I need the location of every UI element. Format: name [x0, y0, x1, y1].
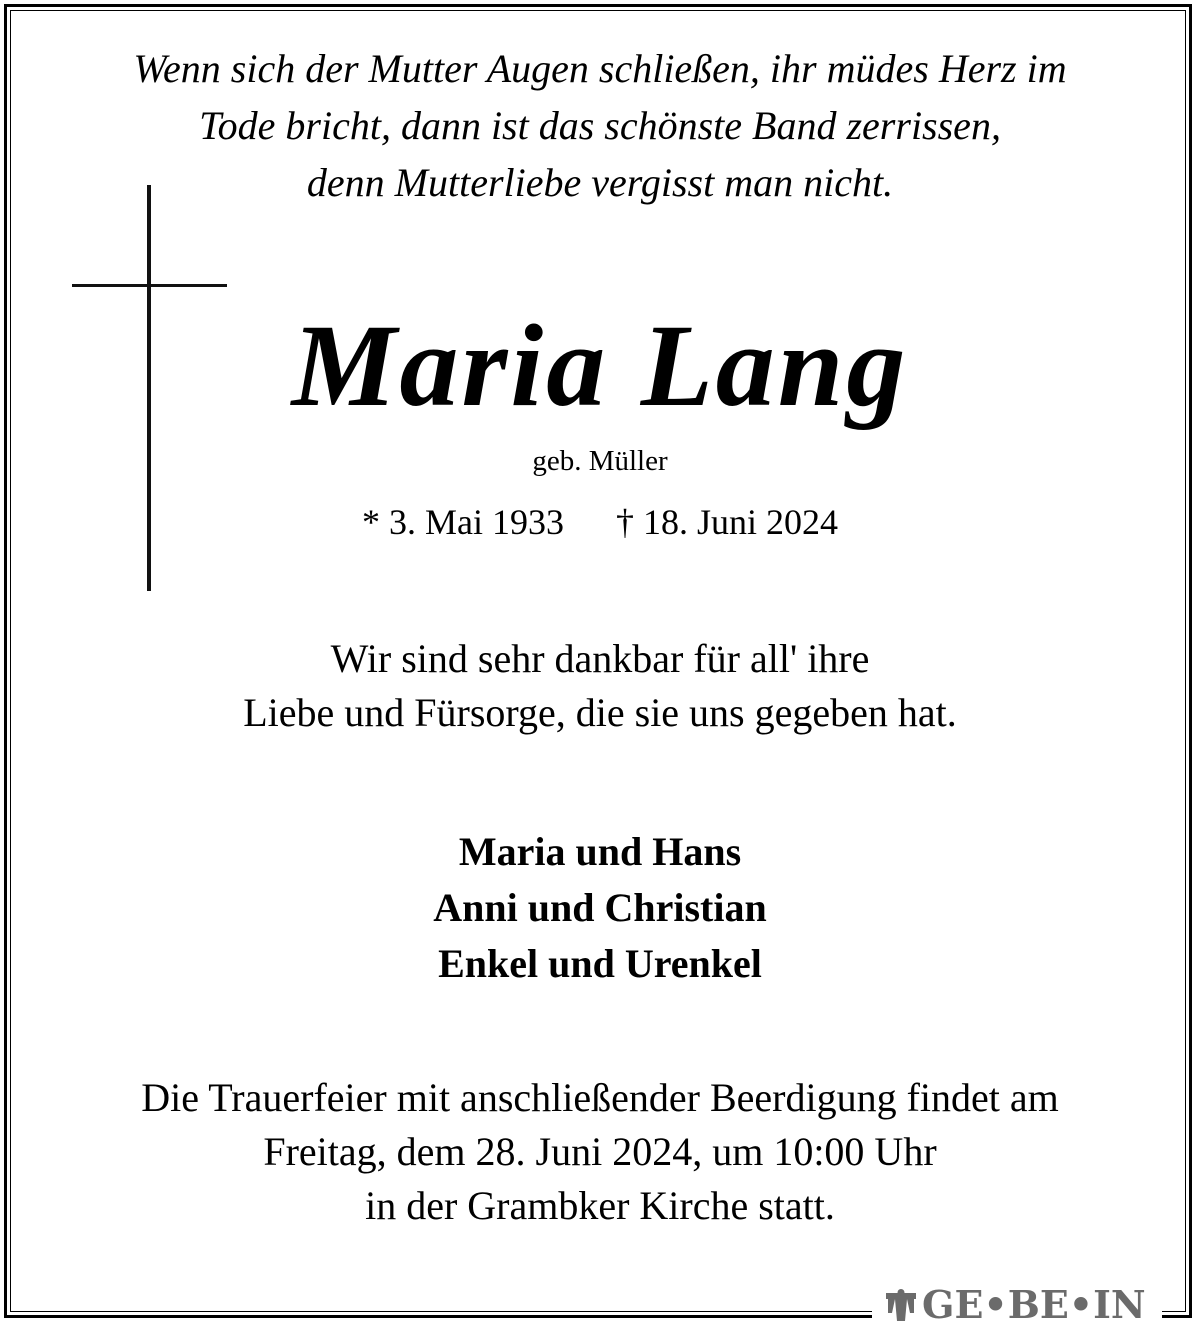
death-date: † 18. Juni 2024: [615, 502, 838, 542]
family-signatures: [0, 824, 1200, 992]
poem-line: denn Mutterliebe vergisst man nicht.: [306, 160, 894, 205]
figure-logo-icon: [886, 1289, 916, 1321]
cross-horizontal-bar: [72, 284, 227, 287]
publisher-logo: [886, 1284, 1146, 1325]
thanks-line: Wir sind sehr dankbar für all' ihre: [330, 636, 870, 681]
maiden-name: geb. Müller: [532, 445, 668, 477]
funeral-line: in der Grambker Kirche statt.: [365, 1183, 835, 1228]
deceased-name: Maria Lang: [291, 300, 909, 431]
funeral-line: Die Trauerfeier mit anschließender Beerdigung findet am: [141, 1075, 1059, 1120]
poem-verse: [0, 40, 1200, 211]
thanks-text: [0, 632, 1200, 740]
poem-line: Tode bricht, dann ist das schönste Band zerrissen,: [199, 103, 1001, 148]
family-line: Anni und Christian: [433, 885, 767, 930]
poem-line: Wenn sich der Mutter Augen schließen, ihr müdes Herz im: [133, 46, 1067, 91]
family-line: Enkel und Urenkel: [438, 941, 762, 986]
family-line: Maria und Hans: [458, 829, 742, 874]
life-dates: [0, 500, 1200, 544]
logo-text: GE•BE•IN: [922, 1282, 1146, 1327]
birth-date: * 3. Mai 1933: [361, 502, 564, 542]
funeral-notice: [0, 1071, 1200, 1233]
funeral-line: Freitag, dem 28. Juni 2024, um 10:00 Uhr: [263, 1129, 937, 1174]
thanks-line: Liebe und Fürsorge, die sie uns gegeben hat.: [243, 690, 957, 735]
